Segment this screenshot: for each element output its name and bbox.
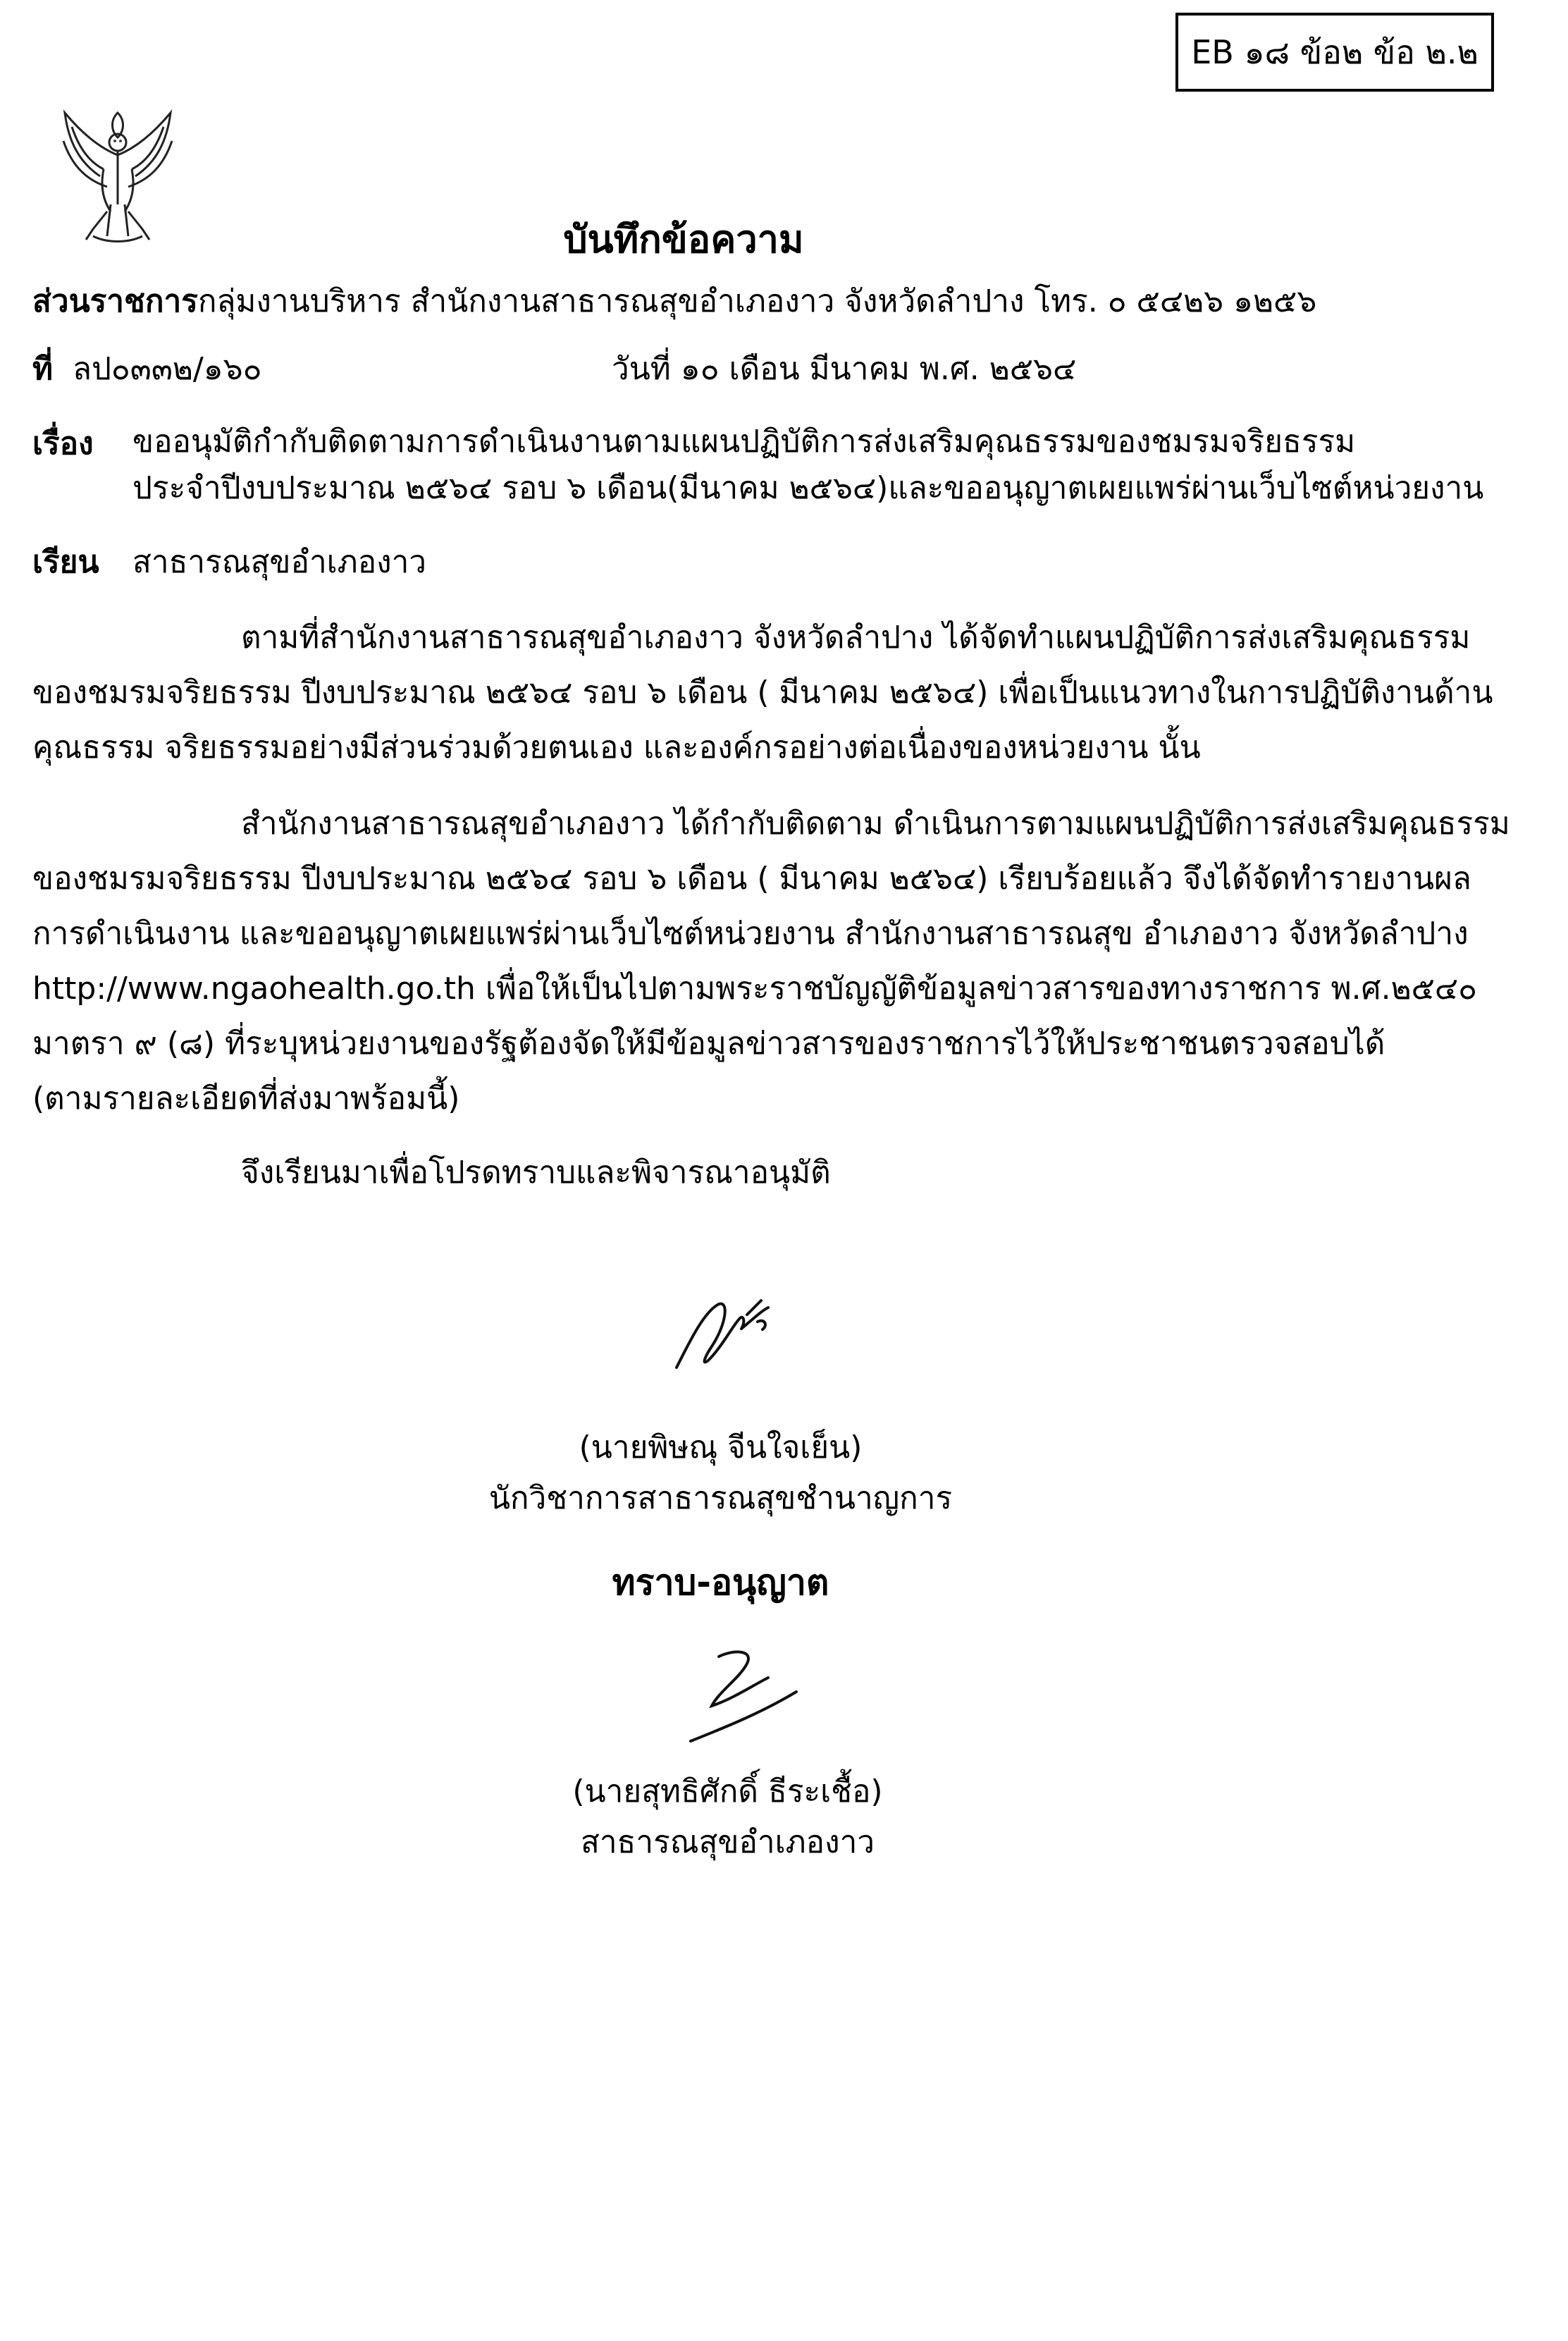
document-number-line (32, 344, 1077, 393)
document-number-value: ลป๐๓๓๒/๑๖๐ (73, 351, 262, 387)
recipient-label: เรียน (32, 544, 99, 580)
document-date: วันที่ ๑๐ เดือน มีนาคม พ.ศ. ๒๕๖๔ (612, 351, 1077, 387)
subject-line: ขออนุมัติกำกับติดตามการดำเนินงานตามแผนปฏิบัติการส่งเสริมคุณธรรมของชมรมจริยธรรม (132, 424, 1356, 460)
signer-2-title: สาธารณสุขอำเภองาว (580, 1824, 875, 1860)
paragraph-line: สำนักงานสาธารณสุขอำเภองาว ได้กำกับติดตาม ดำเนินการตามแผนปฏิบัติการส่งเสริมคุณธรรม (241, 806, 1510, 842)
paragraph-line: http://www.ngaohealth.go.th เพื่อให้เป็นไปตามพระราชบัญญัติข้อมูลข่าวสารของทางราชการ พ.ศ.๒๕๔๐ (32, 971, 1478, 1007)
signer-1-name: (นายพิษณุ จีนใจเย็น) (579, 1430, 863, 1466)
subject-label: เรื่อง (32, 426, 94, 462)
paragraph-line: ของชมรมจริยธรรม ปีงบประมาณ ๒๕๖๔ รอบ ๖ เดือน ( มีนาคม ๒๕๖๔) เพื่อเป็นแนวทางในการปฏิบัติงานด้าน (32, 675, 1493, 711)
department-line (32, 276, 1316, 326)
recipient-value: สาธารณสุขอำเภองาว (132, 544, 427, 580)
signature-2-image (677, 1635, 817, 1748)
paragraph-line: การดำเนินงาน และขออนุญาตเผยแพร่ผ่านเว็บไซต์หน่วยงาน สำนักงานสาธารณสุข อำเภองาว จังหวัดลำปาง (32, 916, 1469, 952)
signature-1-image (662, 1283, 803, 1389)
paragraph-line: ตามที่สำนักงานสาธารณสุขอำเภองาว จังหวัดลำปาง ได้จัดทำแผนปฏิบัติการส่งเสริมคุณธรรม (241, 620, 1471, 656)
closing-line: จึงเรียนมาเพื่อโปรดทราบและพิจารณาอนุมัติ (241, 1155, 831, 1191)
reference-code-box: EB ๑๘ ข้อ๒ ข้อ ๒.๒ (1175, 13, 1494, 92)
approval-text: ทราบ-อนุญาต (612, 1562, 829, 1603)
subject-line: ประจำปีงบประมาณ ๒๕๖๔ รอบ ๖ เดือน(มีนาคม ๒๕๖๔)และขออนุญาตเผยแพร่ผ่านเว็บไซต์หน่วยงาน (132, 470, 1484, 506)
subject-text (132, 419, 1484, 512)
department-label: ส่วนราชการ (32, 283, 198, 319)
paragraph-2 (32, 797, 1510, 1126)
paragraph-1 (32, 610, 1493, 775)
memo-title: บันทึกข้อความ (563, 217, 804, 262)
paragraph-line: คุณธรรม จริยธรรมอย่างมีส่วนร่วมด้วยตนเอง และองค์กรอย่างต่อเนื่องของหน่วยงาน นั้น (32, 730, 1201, 766)
document-number-label: ที่ (32, 351, 54, 387)
paragraph-line: มาตรา ๙ (๘) ที่ระบุหน่วยงานของรัฐต้องจัดให้มีข้อมูลข่าวสารของราชการไว้ให้ประชาชนตรวจสอบได้ (32, 1026, 1385, 1062)
signer-2-name: (นายสุทธิศักดิ์ ธีระเชื้อ) (572, 1774, 883, 1809)
paragraph-line: ของชมรมจริยธรรม ปีงบประมาณ ๒๕๖๔ รอบ ๖ เดือน ( มีนาคม ๒๕๖๔) เรียบร้อยแล้ว จึงได้จัดทำรายงานผล (32, 861, 1471, 897)
department-value: กลุ่มงานบริหาร สำนักงานสาธารณสุขอำเภองาว จังหวัดลำปาง โทร. ๐ ๕๔๒๖ ๑๒๕๖ (197, 283, 1317, 319)
paragraph-line: (ตามรายละเอียดที่ส่งมาพร้อมนี้) (32, 1081, 460, 1117)
signer-1-title: นักวิชาการสาธารณสุขชำนาญการ (488, 1480, 953, 1516)
